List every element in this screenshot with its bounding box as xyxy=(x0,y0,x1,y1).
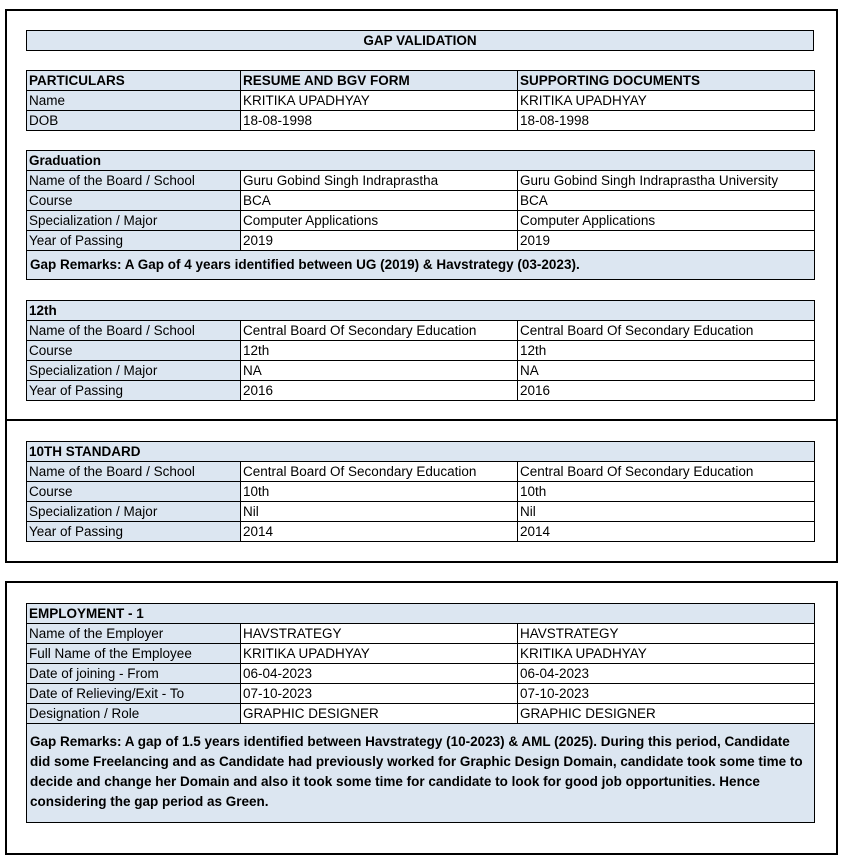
resume-value: 2016 xyxy=(241,381,518,401)
table-row xyxy=(27,361,815,381)
tenth-table xyxy=(26,441,815,542)
row-label: Name xyxy=(27,91,241,111)
resume-value: KRITIKA UPADHYAY xyxy=(241,91,518,111)
table-row xyxy=(27,704,815,724)
document-value: HAVSTRATEGY xyxy=(518,624,815,644)
row-label: Year of Passing xyxy=(27,231,241,251)
document-value: 06-04-2023 xyxy=(518,664,815,684)
table-row xyxy=(27,231,815,251)
row-label: Year of Passing xyxy=(27,381,241,401)
document-value: NA xyxy=(518,361,815,381)
document-value: 07-10-2023 xyxy=(518,684,815,704)
row-label: Year of Passing xyxy=(27,522,241,542)
resume-value: 07-10-2023 xyxy=(241,684,518,704)
row-label: Specialization / Major xyxy=(27,211,241,231)
row-label: Course xyxy=(27,341,241,361)
resume-value: GRAPHIC DESIGNER xyxy=(241,704,518,724)
gap-remarks: Gap Remarks: A Gap of 4 years identified between UG (2019) & Havstrategy (03-2023). xyxy=(27,251,815,280)
employment-table xyxy=(26,603,815,823)
row-label: Name of the Board / School xyxy=(27,462,241,482)
resume-value: Central Board Of Secondary Education xyxy=(241,321,518,341)
table-row xyxy=(27,624,815,644)
document-value: KRITIKA UPADHYAY xyxy=(518,91,815,111)
table-row xyxy=(27,211,815,231)
row-label: Name of the Employer xyxy=(27,624,241,644)
row-label: Designation / Role xyxy=(27,704,241,724)
row-label: Name of the Board / School xyxy=(27,171,241,191)
document-value: Central Board Of Secondary Education xyxy=(518,321,815,341)
document-value: GRAPHIC DESIGNER xyxy=(518,704,815,724)
row-label: Course xyxy=(27,482,241,502)
table-row xyxy=(27,381,815,401)
table-row xyxy=(27,462,815,482)
section-heading: 12th xyxy=(27,301,815,321)
row-label: Full Name of the Employee xyxy=(27,644,241,664)
resume-value: 2019 xyxy=(241,231,518,251)
resume-value: KRITIKA UPADHYAY xyxy=(241,644,518,664)
row-label: Specialization / Major xyxy=(27,361,241,381)
resume-value: Nil xyxy=(241,502,518,522)
table-row xyxy=(27,321,815,341)
row-label: Date of Relieving/Exit - To xyxy=(27,684,241,704)
resume-value: 10th xyxy=(241,482,518,502)
document-value: KRITIKA UPADHYAY xyxy=(518,644,815,664)
resume-value: 12th xyxy=(241,341,518,361)
resume-value: 06-04-2023 xyxy=(241,664,518,684)
table-row xyxy=(27,91,815,111)
table-row xyxy=(27,171,815,191)
row-label: Course xyxy=(27,191,241,211)
table-row xyxy=(27,191,815,211)
personal-table xyxy=(26,70,815,131)
document-value: 2016 xyxy=(518,381,815,401)
document-value: Central Board Of Secondary Education xyxy=(518,462,815,482)
document-value: Nil xyxy=(518,502,815,522)
document-value: Guru Gobind Singh Indraprastha University xyxy=(518,171,815,191)
table-row xyxy=(27,482,815,502)
document-value: 2014 xyxy=(518,522,815,542)
twelfth-table xyxy=(26,300,815,401)
table-row xyxy=(27,644,815,664)
resume-value: 18-08-1998 xyxy=(241,111,518,131)
document-value: 18-08-1998 xyxy=(518,111,815,131)
document-value: 10th xyxy=(518,482,815,502)
table-row xyxy=(27,522,815,542)
row-label: Name of the Board / School xyxy=(27,321,241,341)
resume-value: Guru Gobind Singh Indraprastha xyxy=(241,171,518,191)
document-value: 12th xyxy=(518,341,815,361)
document-value: 2019 xyxy=(518,231,815,251)
resume-value: BCA xyxy=(241,191,518,211)
header-row xyxy=(27,71,815,91)
section-heading: EMPLOYMENT - 1 xyxy=(27,604,815,624)
header-particulars: PARTICULARS xyxy=(27,71,241,91)
row-label: DOB xyxy=(27,111,241,131)
section-heading: Graduation xyxy=(27,151,815,171)
document-value: Computer Applications xyxy=(518,211,815,231)
resume-value: HAVSTRATEGY xyxy=(241,624,518,644)
row-label: Date of joining - From xyxy=(27,664,241,684)
document-value: BCA xyxy=(518,191,815,211)
table-row xyxy=(27,502,815,522)
resume-value: 2014 xyxy=(241,522,518,542)
table-row xyxy=(27,664,815,684)
header-resume: RESUME AND BGV FORM xyxy=(241,71,518,91)
table-row xyxy=(27,684,815,704)
header-documents: SUPPORTING DOCUMENTS xyxy=(518,71,815,91)
page-title: GAP VALIDATION xyxy=(26,30,814,51)
graduation-table xyxy=(26,150,815,280)
resume-value: Computer Applications xyxy=(241,211,518,231)
table-row xyxy=(27,341,815,361)
resume-value: NA xyxy=(241,361,518,381)
table-row xyxy=(27,111,815,131)
gap-remarks: Gap Remarks: A gap of 1.5 years identified between Havstrategy (10-2023) & AML (2025). During this period, Candidate did some Freelancing and as Candidate had previously worked for Graphic Design Domain, candidate took some time to decide and change her Domain and also it took some time for candidate to look for good job opportunities. Hence considering the gap period as Green. xyxy=(27,724,815,823)
row-label: Specialization / Major xyxy=(27,502,241,522)
section-heading: 10TH STANDARD xyxy=(27,442,815,462)
resume-value: Central Board Of Secondary Education xyxy=(241,462,518,482)
